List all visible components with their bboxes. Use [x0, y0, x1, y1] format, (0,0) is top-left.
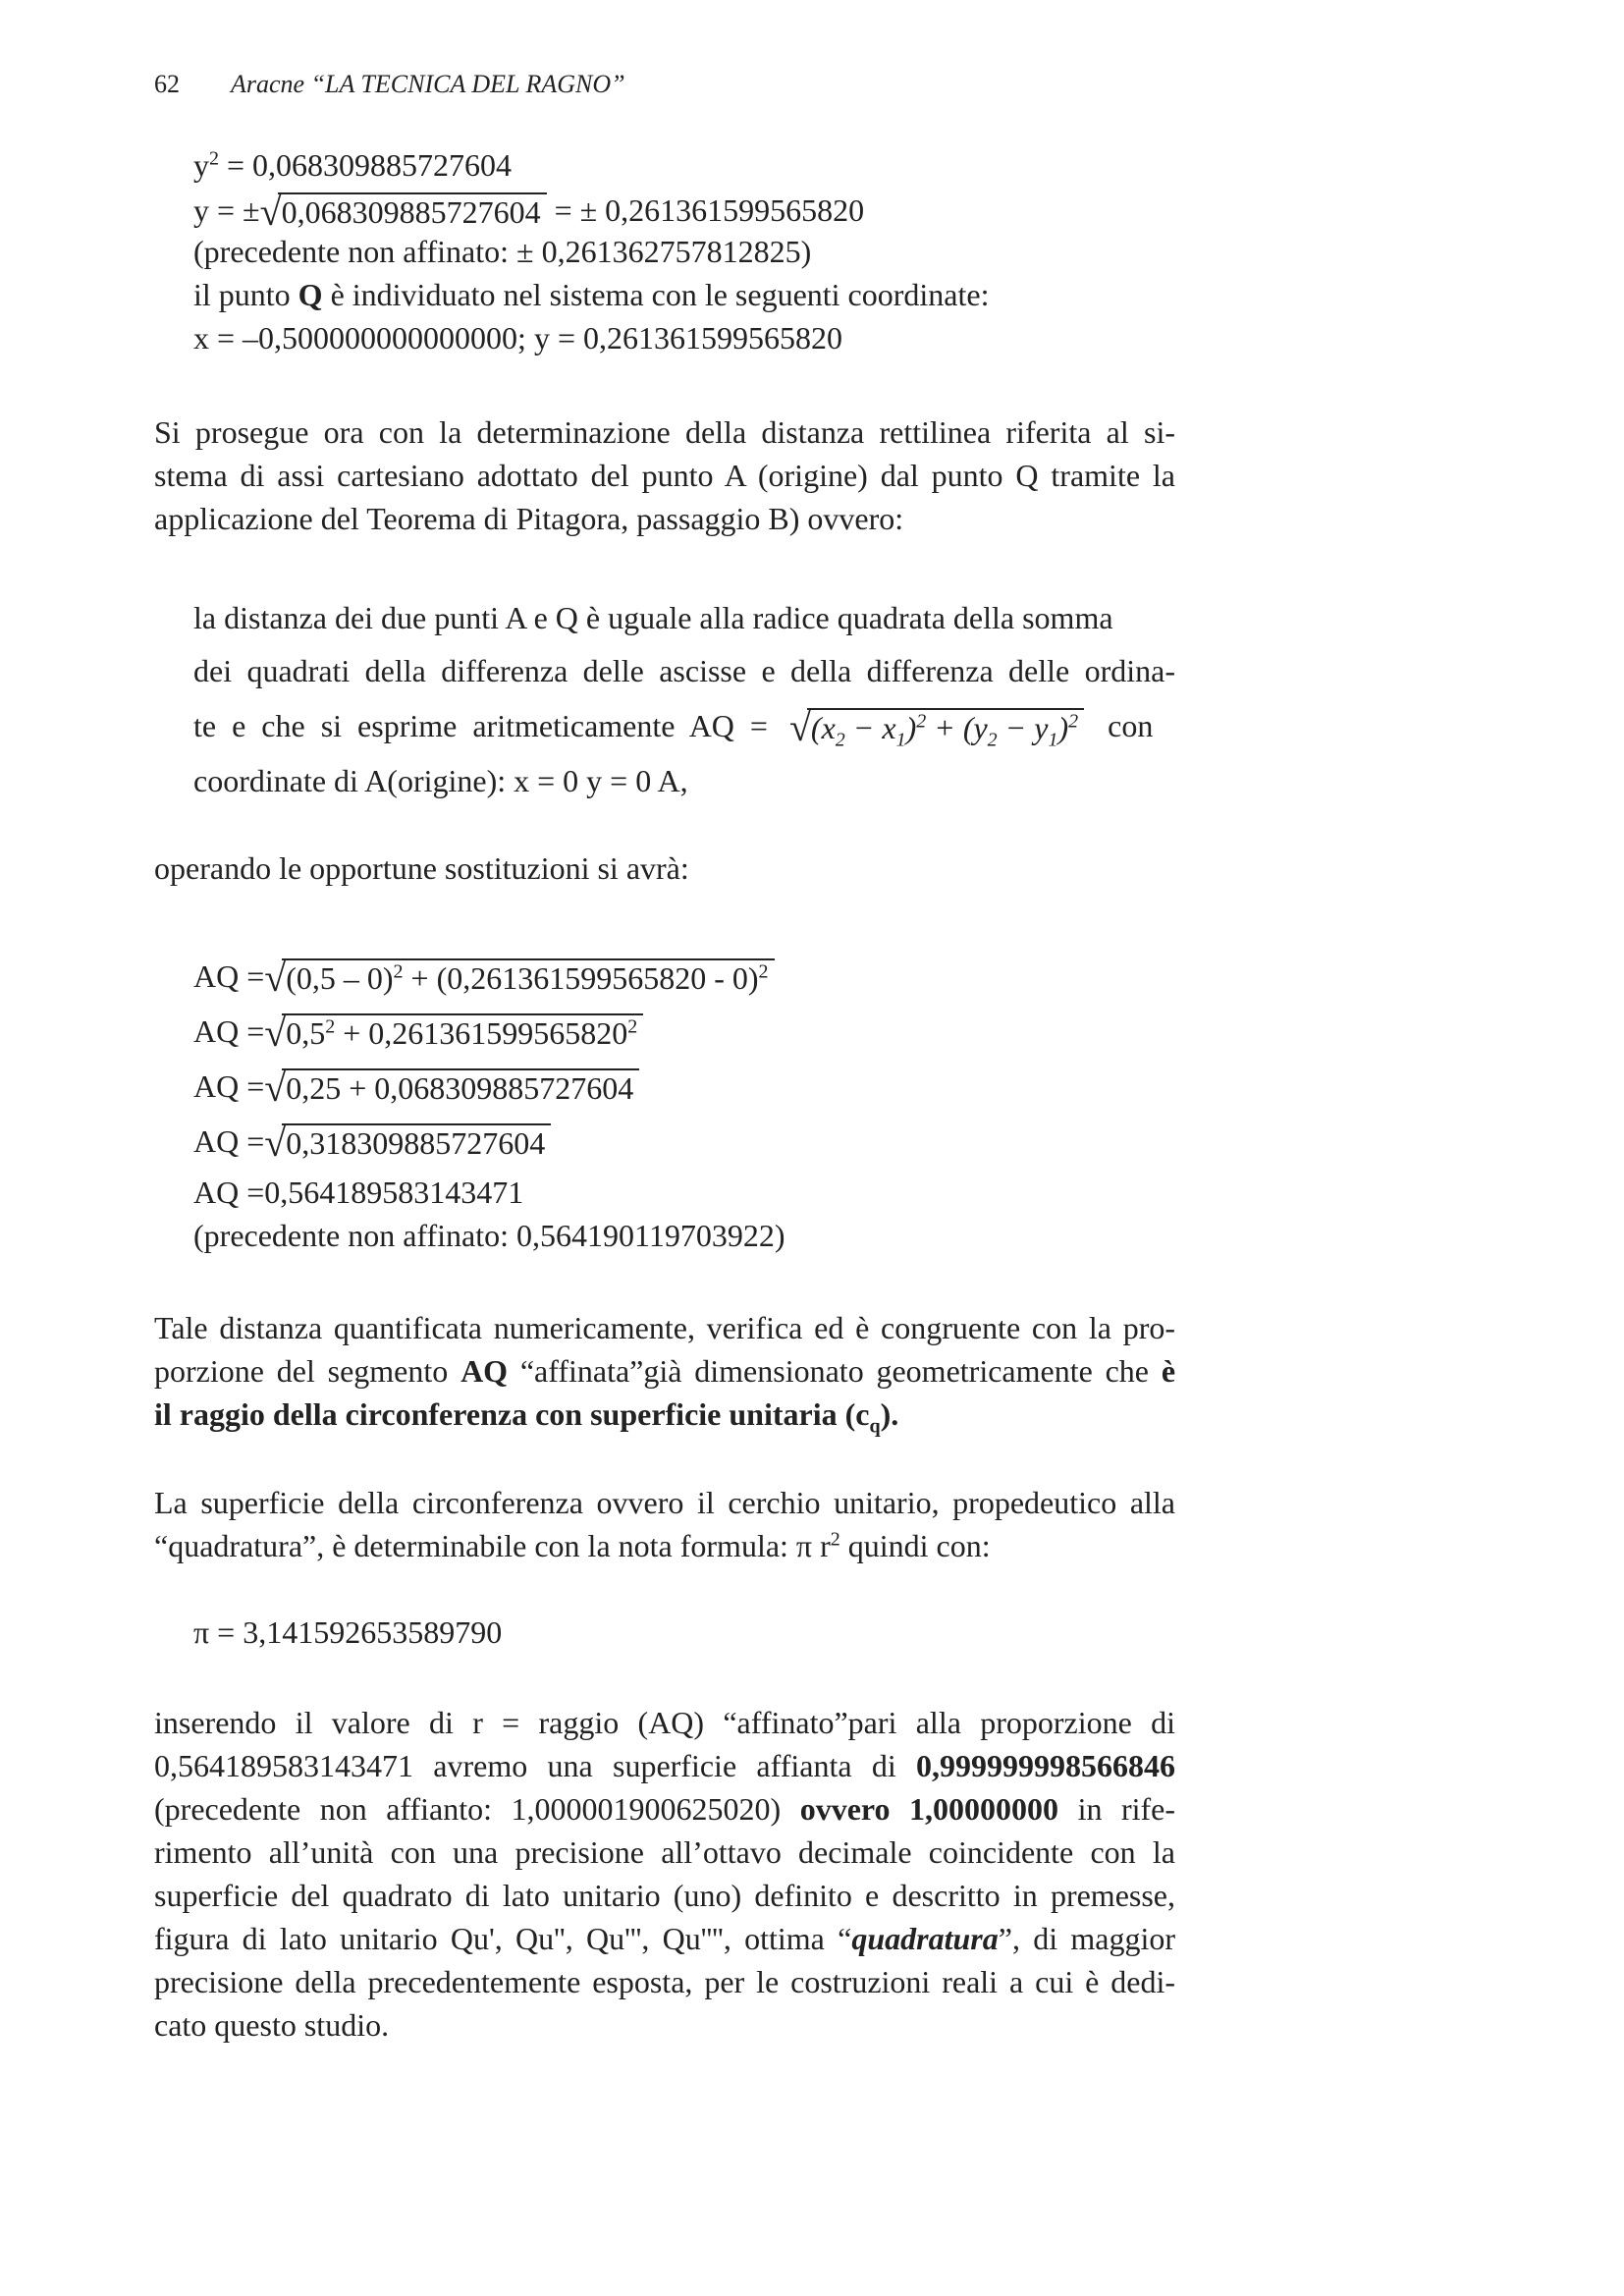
text-line	[154, 1917, 1175, 1960]
subscript: 1	[895, 729, 906, 751]
text-line: applicazione del Teorema di Pitagora, passaggio B) ovvero:	[154, 501, 904, 536]
aq-label: AQ =	[193, 958, 265, 994]
subscript: 1	[1048, 729, 1058, 751]
paragraph-conclusion	[154, 1701, 1175, 2047]
bold-span: il raggio della circonferenza con superficie unitaria (c	[154, 1396, 870, 1432]
radicand	[282, 1013, 643, 1051]
radicand: 0,068309885727604	[278, 192, 547, 230]
bold-span: ).	[880, 1396, 899, 1432]
text-line: coordinate di A(origine): x = 0 y = 0 A,	[193, 763, 688, 798]
text-span: porzione del segmento	[154, 1353, 461, 1389]
text-line	[154, 1524, 1175, 1567]
root-sign: √	[264, 1011, 287, 1055]
point-q-bold: Q	[298, 277, 323, 312]
text-span: 0,564189583143471 avremo una superficie affianta di	[154, 1748, 916, 1783]
text-line: la distanza dei due punti A e Q è uguale alla radice quadrata della somma	[193, 600, 1113, 635]
exponent: 2	[627, 1015, 638, 1038]
formula-line	[193, 702, 1175, 759]
exponent: 2	[325, 1015, 336, 1038]
root-sign: √	[264, 956, 287, 1000]
distance-definition	[193, 596, 1175, 802]
pi-line: π = 3,141592653589790	[193, 1614, 503, 1650]
y-value: = ± 0,261361599565820	[546, 192, 865, 228]
point-q-text-end: è individuato nel sistema con le seguenti coordinate:	[322, 277, 990, 312]
formula-part: + (y	[926, 710, 988, 745]
coordinates-line: x = –0,500000000000000; y = 0,261361599565820	[193, 320, 842, 355]
subscript: q	[869, 1415, 881, 1438]
text-span: “affinata”già dimensionato geometricamente che	[508, 1353, 1162, 1389]
exponent: 2	[916, 710, 927, 733]
aq-result: AQ =0,564189583143471	[193, 1175, 524, 1210]
text-line: La superficie della circonferenza ovvero il cerchio unitario, propedeutico alla	[154, 1485, 1175, 1520]
exponent: 2	[758, 960, 769, 983]
exponent: 2	[1068, 710, 1079, 733]
text-line	[154, 1349, 1175, 1393]
bold-span: ovvero 1,00000000	[799, 1791, 1059, 1827]
paragraph-distance	[154, 1306, 1175, 1436]
paragraph-surface	[154, 1481, 1175, 1567]
text-line	[154, 1393, 1175, 1436]
formula-part: − y	[997, 710, 1049, 745]
text-line	[154, 1744, 1175, 1787]
formula-intro: te e che si esprime aritmeticamente AQ =	[193, 708, 768, 743]
formula-part: + (0,261361599565820 - 0)	[403, 960, 759, 996]
formula-part: 0,5	[286, 1015, 326, 1051]
text-span: (precedente non affianto: 1,000001900625020)	[154, 1791, 800, 1827]
y-calculation	[193, 143, 1215, 359]
text-line	[154, 1787, 1175, 1831]
aq-label: AQ =	[193, 1123, 265, 1159]
subscript: 2	[835, 729, 845, 751]
text-span: “quadratura”, è determinabile con la nota formula: π r	[154, 1528, 831, 1563]
formula-part: + 0,261361599565820	[335, 1015, 628, 1051]
text-line: operando le opportune sostituzioni si avrà:	[154, 850, 689, 886]
running-title: Aracne “LA TECNICA DEL RAGNO”	[231, 70, 625, 98]
bold-span: è	[1161, 1353, 1175, 1389]
running-header	[154, 69, 625, 100]
y-squared-line	[193, 143, 1215, 187]
previous-value-line: (precedente non affinato: ± 0,261362757812825)	[193, 234, 812, 269]
text-line: superficie del quadrato di lato unitario (uno) definito e descritto in premesse,	[154, 1878, 1175, 1913]
point-q-text: il punto	[193, 277, 298, 312]
root-sign: √	[264, 1066, 287, 1110]
text-line: rimento all’unità con una precisione all’ottavo decimale coincidente con la	[154, 1834, 1175, 1870]
text-line: cato questo studio.	[154, 2007, 390, 2043]
radicand	[282, 958, 774, 996]
formula-outro: con	[1108, 708, 1154, 743]
aq-label: AQ =	[193, 1068, 265, 1104]
point-q-line	[193, 273, 1215, 316]
aq-calculation	[193, 953, 1215, 1257]
root-sign: √	[259, 190, 282, 234]
aq-step-3	[193, 1063, 1215, 1118]
text-line: Tale distanza quantificata numericamente, verifica ed è congruente con la pro-	[154, 1310, 1175, 1345]
distance-formula	[807, 708, 1084, 751]
y-root-line	[193, 187, 1215, 234]
radicand: 0,25 + 0,068309885727604	[282, 1068, 639, 1106]
y-symbol: y	[193, 147, 209, 183]
subscript: 2	[987, 729, 998, 751]
text-line: inserendo il valore di r = raggio (AQ) “affinato”pari alla proporzione di	[154, 1705, 1175, 1740]
root-sign: √	[264, 1121, 287, 1165]
formula-part: (0,5 – 0)	[286, 960, 394, 996]
formula-part: )	[1057, 710, 1069, 745]
text-line: precisione della precedentemente esposta, per le costruzioni reali a cui è dedi-	[154, 1964, 1175, 1999]
aq-step-2	[193, 1008, 1215, 1063]
exponent: 2	[209, 147, 219, 170]
aq-label: AQ =	[193, 1013, 265, 1049]
paragraph-substitutions	[154, 847, 1175, 890]
text-span: quindi con:	[839, 1528, 991, 1563]
formula-part: (x	[810, 710, 836, 745]
y-squared-value: = 0,068309885727604	[219, 147, 513, 183]
formula-part: )	[905, 710, 917, 745]
y-plusminus: y = ±	[193, 192, 260, 228]
text-span: ”, di maggior	[998, 1921, 1175, 1956]
aq-step-1	[193, 953, 1215, 1008]
aq-step-4	[193, 1118, 1215, 1171]
text-line: Si prosegue ora con la determinazione della distanza rettilinea riferita al si-	[154, 414, 1175, 450]
formula-part: − x	[844, 710, 896, 745]
text-span: figura di lato unitario Qu', Qu'', Qu''', Qu'''', ottima “	[154, 1921, 852, 1956]
text-span: in rife-	[1058, 1791, 1175, 1827]
previous-value-line: (precedente non affinato: 0,564190119703922)	[193, 1218, 785, 1253]
bold-span: AQ	[460, 1353, 509, 1389]
pi-value	[193, 1611, 1215, 1654]
radicand: 0,318309885727604	[282, 1123, 551, 1161]
text-line: stema di assi cartesiano adottato del punto A (origine) dal punto Q tramite la	[154, 458, 1175, 493]
italic-span: quadratura	[851, 1921, 999, 1956]
paragraph-pitagora	[154, 410, 1175, 540]
exponent: 2	[830, 1528, 840, 1551]
exponent: 2	[393, 960, 404, 983]
text-line: dei quadrati della differenza delle ascisse e della differenza delle ordina-	[193, 653, 1175, 688]
bold-span: 0,999999998566846	[916, 1748, 1175, 1783]
page-number: 62	[154, 70, 180, 98]
root-sign: √	[788, 705, 811, 749]
